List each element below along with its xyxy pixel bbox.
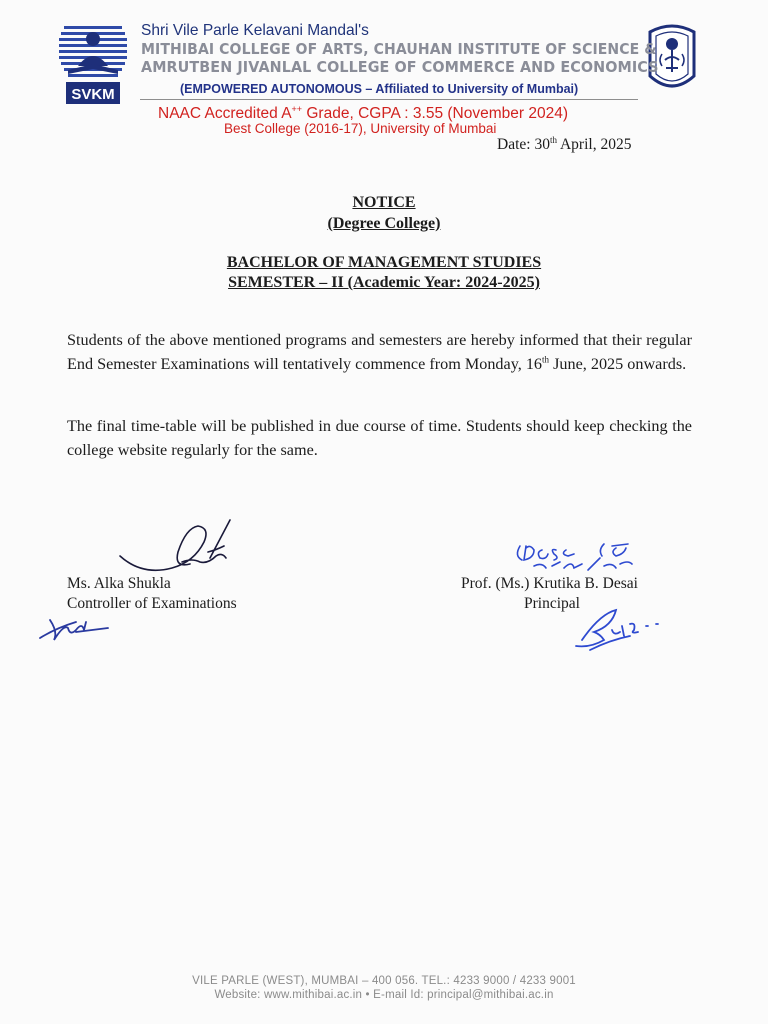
notice-title: NOTICE [352,194,416,211]
semester-title: SEMESTER – II (Academic Year: 2024-2025) [228,274,540,291]
svkm-logo [58,24,128,106]
footer-contact: Website: www.mithibai.ac.in • E-mail Id: principal@mithibai.ac.in [214,989,554,1001]
svkm-logo-text: SVKM [71,86,115,103]
notice-paragraph-1: Students of the above mentioned programs and semesters are hereby informed that their regular End Semester Examinations will tentatively commence from Monday, 16th June, 2025 onwards. [67,331,692,373]
notice-paragraph-2: The final time-table will be published in due course of time. Students should keep checking the college website regularly for the same. [67,417,692,459]
notice-date: Date: 30th April, 2025 [497,135,632,154]
footer-address: VILE PARLE (WEST), MUMBAI – 400 056. TEL.: 4233 9000 / 4233 9001 [192,975,576,987]
naac-accreditation: NAAC Accredited A++ Grade, CGPA : 3.55 (November 2024) [158,104,568,123]
program-title: BACHELOR OF MANAGEMENT STUDIES [226,254,542,271]
principal-annotation [512,538,642,580]
coe-name: Ms. Alka Shukla [67,575,171,592]
mandal-name: Shri Vile Parle Kelavani Mandal's [141,22,369,39]
principal-signature [560,604,670,652]
principal-title: Principal [524,595,580,612]
college-name-line-1: MITHIBAI COLLEGE OF ARTS, CHAUHAN INSTITUTE OF SCIENCE & [141,40,657,58]
best-college-award: Best College (2016-17), University of Mumbai [224,121,497,136]
autonomy-status: (EMPOWERED AUTONOMOUS – Affiliated to University of Mumbai) [180,82,579,96]
principal-name: Prof. (Ms.) Krutika B. Desai [461,575,638,592]
initials-mark [36,610,116,646]
header-divider [140,99,638,100]
coe-title: Controller of Examinations [67,595,237,612]
college-name-line-2: AMRUTBEN JIVANLAL COLLEGE OF COMMERCE AND ECONOMICS [141,58,659,76]
notice-subtitle: (Degree College) [327,215,441,232]
